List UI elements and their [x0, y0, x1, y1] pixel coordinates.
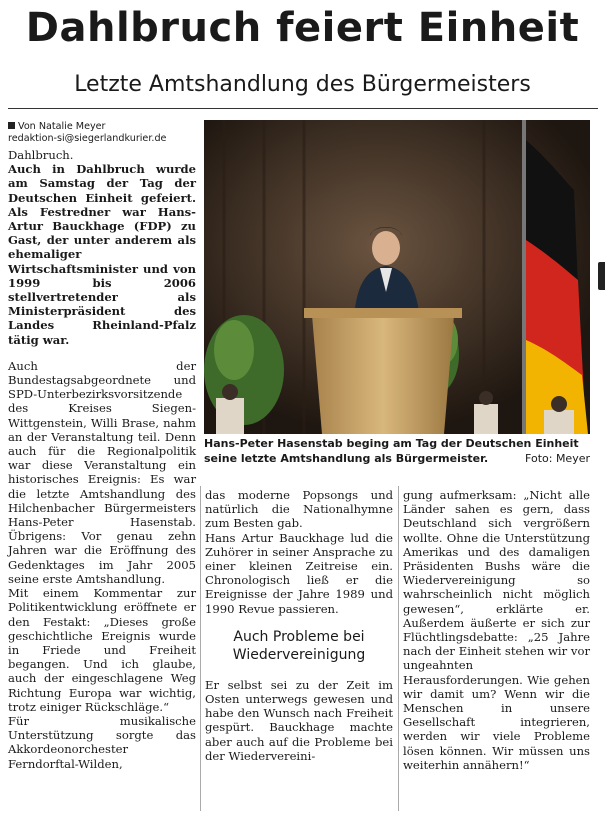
- article-photo: [204, 120, 590, 434]
- photo-credit: Foto: Meyer: [525, 451, 590, 465]
- column-2: [205, 488, 393, 763]
- section-heading: Auch Probleme bei Wiedervereinigung: [232, 628, 366, 663]
- header-divider: [8, 108, 598, 109]
- byline-square-icon: [8, 122, 15, 129]
- body-paragraph: gung aufmerksam: „Nicht alle Länder sahen es gern, dass Deutschland sich vergrößern wollte. Ohne die Unterstützung Amerikas und des damaligen Präsidenten Bushs wäre die Wiedervereinigung so wahrscheinlich nicht möglich gewesen“, erklärte er. Außerdem äußerte er sich zur Flüchtlingsdebatte: „25 Jahre nach der Einheit stehen wir vor ungeahnten Herausforderungen. Wie gehen wir damit um? Wenn wir die Menschen in unsere Gesellschaft integrieren, werden wir viele Probleme lösen können. Wir müssen uns weiterhin annähern!“: [403, 488, 590, 772]
- byline-email: redaktion-si@siegerlandkurier.de: [8, 133, 167, 144]
- body-paragraph: Für musikalische Unterstützung sorgte das Akkordeonorchester Ferndorftal-Wilden,: [8, 713, 196, 771]
- byline: [8, 121, 196, 145]
- column-divider: [200, 486, 201, 811]
- dateline: Dahlbruch.: [8, 148, 74, 162]
- speaker-at-lectern-photo: [204, 120, 590, 434]
- caption-text: Hans-Peter Hasenstab beging am Tag der Deutschen Einheit seine letzte Amtshandlung als Bürgermeister.: [204, 437, 579, 465]
- column-3: [403, 488, 590, 772]
- column-1: [8, 121, 196, 771]
- body-paragraph: Er selbst sei zu der Zeit im Osten unterwegs gewesen und habe den Wunsch nach Freiheit gespürt. Bauckhage machte aber auch auf die Probleme bei der Wiedervereini-: [205, 677, 393, 763]
- byline-author: Von Natalie Meyer: [18, 121, 106, 132]
- body-paragraph: das moderne Popsongs und natürlich die Nationalhymne zum Besten gab.: [205, 488, 393, 531]
- headline: Dahlbruch feiert Einheit: [25, 5, 580, 51]
- column-divider: [398, 486, 399, 811]
- body-paragraph: Hans Artur Bauckhage lud die Zuhörer in seiner Ansprache zu einer kleinen Zeitreise ein. Chronologisch ließ er die Ereignisse der Jahre 1989 und 1990 Revue passieren.: [205, 530, 393, 616]
- body-paragraph: Auch der Bundestagsabgeordnete und SPD-Unterbezirksvorsitzende des Kreises Siegen-Wittgenstein, Willi Brase, nahm an der Veranstaltung teil. Denn auch für die Regionalpolitik war diese Veranstaltung ein historisches Ereignis: Es war die letzte Amtshandlung des Hilchenbacher Bürgermeisters Hans-Peter Hasenstab. Übrigens: Vor genau zehn Jahren war die Eröffnung des Gedenktages im Jahr 2005 seine erste Amtshandlung.: [8, 358, 196, 586]
- subheadline: Letzte Amtshandlung des Bürgermeisters: [74, 72, 531, 97]
- lead-paragraph: Auch in Dahlbruch wurde am Samstag der Tag der Deutschen Einheit gefeiert. Als Festredner war Hans-Artur Bauckhage (FDP) zu Gast, der unter anderem als ehemaliger Wirtschaftsminister und von 1999 bis 2006 stellvertretender als Ministerpräsident des Landes Rheinland-Pfalz tätig war.: [8, 162, 196, 347]
- photo-caption: [204, 437, 590, 466]
- body-paragraph: Mit einem Kommentar zur Politikentwicklung eröffnete er den Festakt: „Dieses große geschichtliche Ereignis wurde in Friede und Freiheit begangen. Und ich glaube, auch der eingeschlagene Weg Richtung Europa war wichtig, trotz einiger Rückschläge.“: [8, 586, 196, 714]
- page-edge-marker: [598, 262, 605, 290]
